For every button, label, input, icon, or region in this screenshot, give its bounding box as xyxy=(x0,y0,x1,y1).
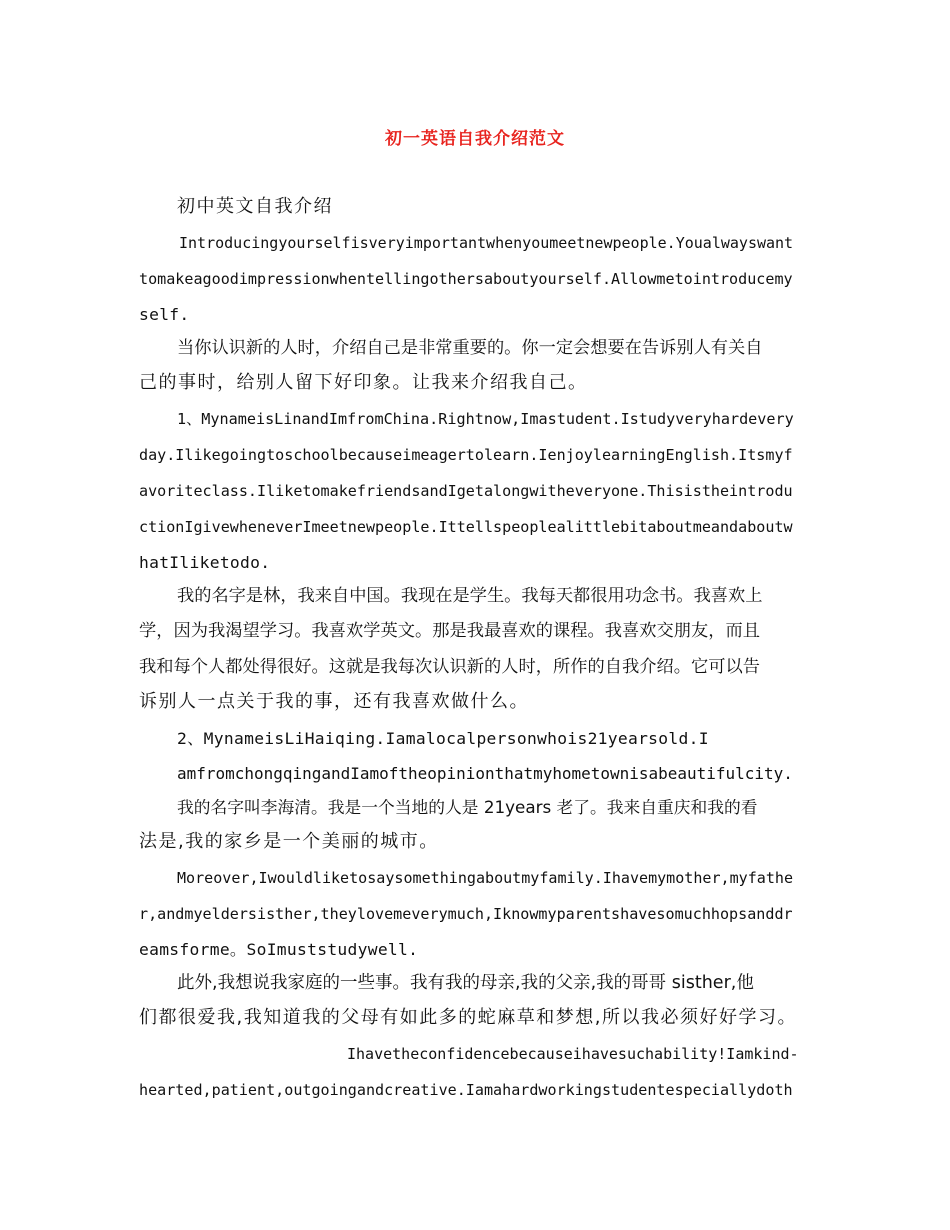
text-line: eamsforme。SoImuststudywell. xyxy=(139,940,419,959)
text-line: avoriteclass.IliketomakefriendsandIgetalongwitheveryone.Thisistheintrodu xyxy=(139,482,793,500)
text-line: ctionIgivewheneverImeetnewpeople.Ittellspeoplealittlebitaboutmeandaboutw xyxy=(139,518,793,536)
text-line: tomakeagoodimpressionwhentellingothersaboutyourself.Allowmetointroducemy xyxy=(139,270,793,288)
text-line: 2、MynameisLiHaiqing.Iamalocalpersonwhois21yearsold.I xyxy=(177,729,709,748)
text-line: Introducingyourselfisveryimportantwhenyoumeetnewpeople.Youalwayswant xyxy=(179,234,794,252)
text-line: Moreover,Iwouldliketosaysomethingaboutmyfamily.Ihavemymother,myfathe xyxy=(177,869,794,887)
text-line: 己的事时，给别人留下好印象。让我来介绍我自己。 xyxy=(139,372,588,393)
text-line: day.Ilikegoingtoschoolbecauseimeagertolearn.IenjoylearningEnglish.Itsmyf xyxy=(139,446,793,464)
text-line: self. xyxy=(139,305,190,324)
text-line: 法是,我的家乡是一个美丽的城市。 xyxy=(139,831,439,852)
text-line: 们都很爱我,我知道我的父母有如此多的蛇麻草和梦想,所以我必须好好学习。 xyxy=(139,1007,797,1028)
text-line: 当你认识新的人时，介绍自己是非常重要的。你一定会想要在告诉别人有关自 xyxy=(177,338,763,358)
text-line: 此外,我想说我家庭的一些事。我有我的母亲,我的父亲,我的哥哥 sisther,他 xyxy=(177,973,754,993)
text-line: 1、MynameisLinandImfromChina.Rightnow,Imastudent.Istudyveryhardevery xyxy=(177,410,794,428)
text-line: 我和每个人都处得很好。这就是我每次认识新的人时，所作的自我介绍。它可以告 xyxy=(139,657,761,677)
text-line: hearted,patient,outgoingandcreative.Iamahardworkingstudentespeciallydoth xyxy=(139,1081,793,1099)
document-title: 初一英语自我介绍范文 xyxy=(385,129,565,149)
text-line: amfromchongqingandIamoftheopinionthatmyhometownisabeautifulcity. xyxy=(177,764,793,783)
text-line: 诉别人一点关于我的事，还有我喜欢做什么。 xyxy=(139,691,529,712)
text-line: Ihavetheconfidencebecauseihavesuchability!Iamkind- xyxy=(347,1045,799,1063)
text-line: 学，因为我渴望学习。我喜欢学英文。那是我最喜欢的课程。我喜欢交朋友，而且 xyxy=(139,621,761,641)
text-line: 我的名字是林，我来自中国。我现在是学生。我每天都很用功念书。我喜欢上 xyxy=(177,586,763,606)
text-line: r,andmyeldersisther,theylovemeverymuch,Iknowmyparentshavesomuchhopsanddr xyxy=(139,905,793,923)
text-line: hatIliketodo. xyxy=(139,553,271,572)
text-line: 我的名字叫李海清。我是一个当地的人是 21years 老了。我来自重庆和我的看 xyxy=(177,797,758,817)
section-heading: 初中英文自我介绍 xyxy=(177,196,333,217)
